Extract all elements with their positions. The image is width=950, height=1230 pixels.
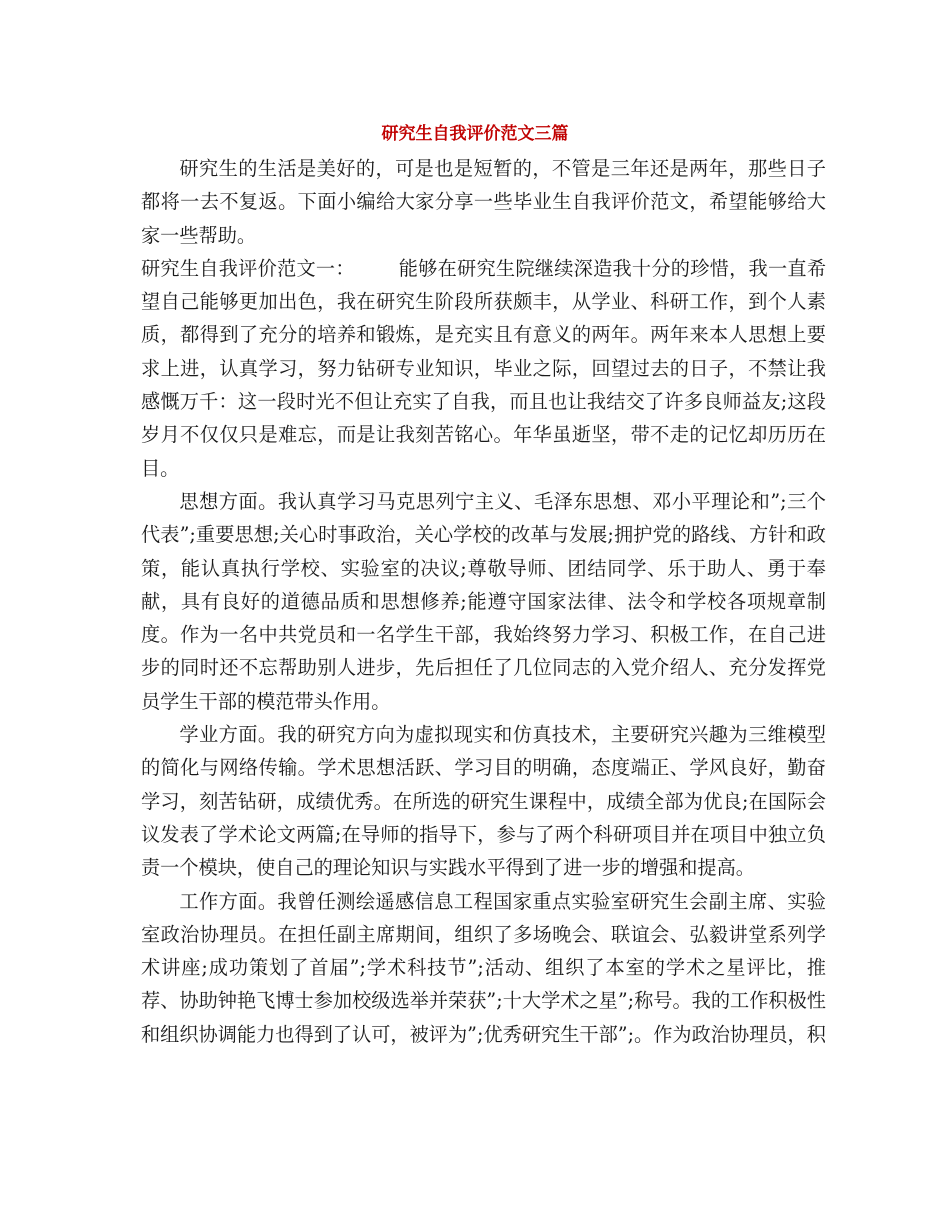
sample-one-text: 能够在研究生院继续深造我十分的珍惜，我一直希望自己能够更加出色，我在研究生阶段所获颇丰，从学业、科研工作，到个人素质，都得到了充分的培养和锻炼，是充实且有意义的两年。两年来本人思想上要求上进，认真学习，努力钻研专业知识，毕业之际，回望过去的日子，不禁让我感慨万千：这一段时光不但让充实了自我，而且也让我结交了许多良师益友;这段岁月不仅仅只是难忘，而是让我刻苦铭心。年华虽逝坚，带不走的记忆却历历在目。 (141, 256, 827, 480)
page-title: 研究生自我评价范文三篇 (381, 124, 569, 144)
intro-paragraph: 研究生的生活是美好的，可是也是短暂的，不管是三年还是两年，那些日子都将一去不复返。下面小编给大家分享一些毕业生自我评价范文，希望能够给大家一些帮助。 (141, 157, 826, 247)
document-body (141, 152, 826, 1051)
sample-one-label: 研究生自我评价范文一： (141, 256, 355, 280)
work-paragraph: 工作方面。我曾任测绘遥感信息工程国家重点实验室研究生会副主席、实验室政治协理员。在担任副主席期间，组织了多场晚会、联谊会、弘毅讲堂系列学术讲座;成功策划了首届”;学术科技节”;活动、组织了本室的学术之星评比，推荐、协助钟艳飞博士参加校级选举并荣获”;十大学术之星”;称号。我的工作积极性和组织协调能力也得到了认可，被评为”;优秀研究生干部”;。作为政治协理员，积 (141, 889, 826, 1046)
thought-paragraph: 思想方面。我认真学习马克思列宁主义、毛泽东思想、邓小平理论和”;三个代表”;重要思想;关心时事政治，关心学校的改革与发展;拥护党的路线、方针和政策，能认真执行学校、实验室的决议;尊敬导师、团结同学、乐于助人、勇于奉献，具有良好的道德品质和思想修养;能遵守国家法律、法令和学校各项规章制度。作为一名中共党员和一名学生干部，我始终努力学习、积极工作，在自己进步的同时还不忘帮助别人进步，先后担任了几位同志的入党介绍人、充分发挥党员学生干部的模范带头作用。 (141, 489, 826, 713)
sample-one-paragraph (141, 252, 826, 485)
study-paragraph: 学业方面。我的研究方向为虚拟现实和仿真技术，主要研究兴趣为三维模型的简化与网络传输。学术思想活跃、学习目的明确，态度端正、学风良好，勤奋学习，刻苦钻研，成绩优秀。在所选的研究生课程中，成绩全部为优良;在国际会议发表了学术论文两篇;在导师的指导下，参与了两个科研项目并在项目中独立负责一个模块，使自己的理论知识与实践水平得到了进一步的增强和提高。 (141, 723, 826, 880)
